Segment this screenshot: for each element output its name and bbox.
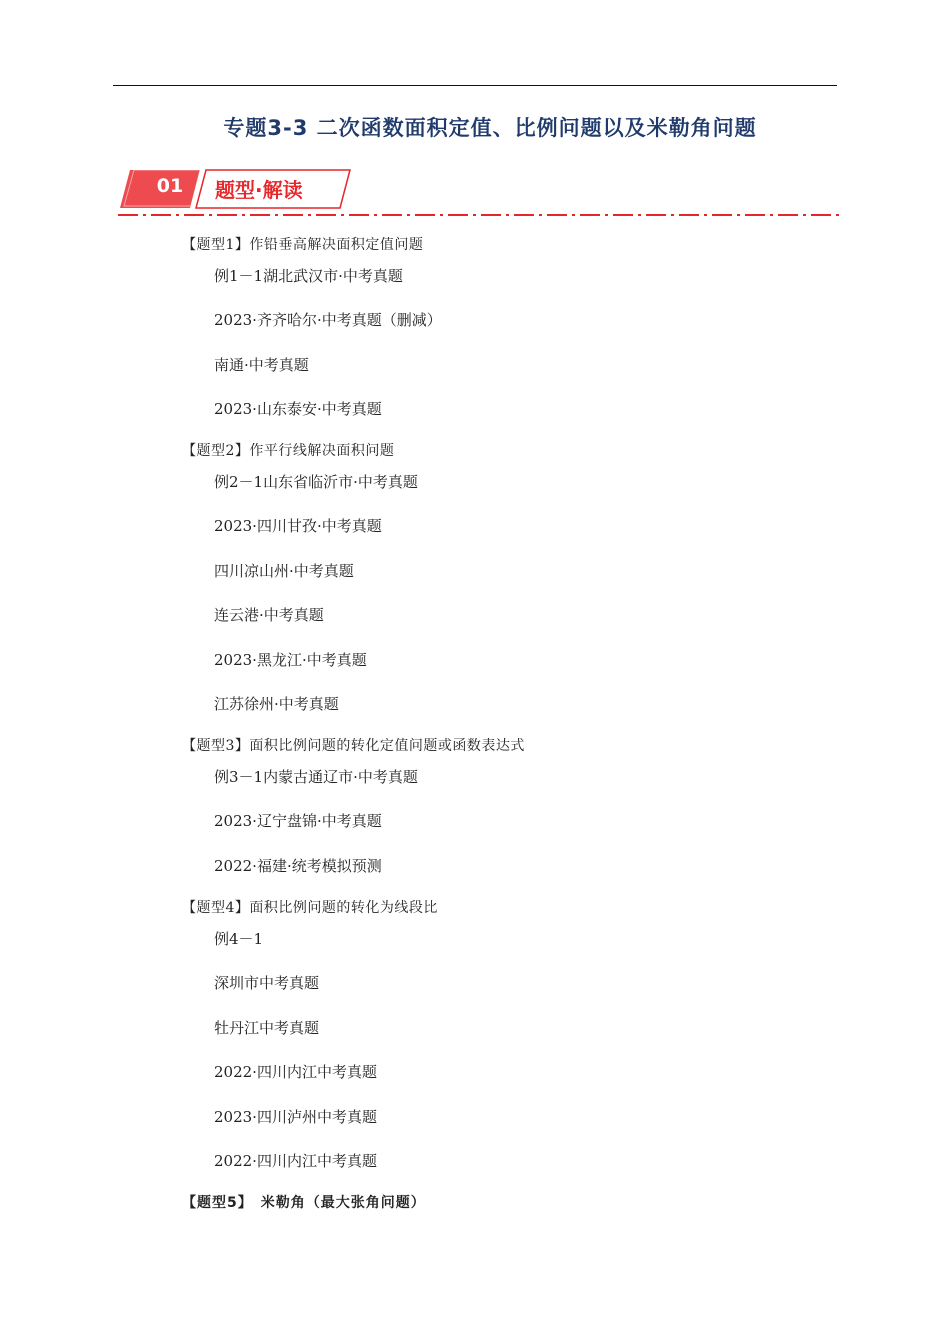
category-heading: 【题型5】 米勒角（最大张角问题） [182, 1195, 426, 1211]
category-item: 2023·齐齐哈尔·中考真题（删减） [214, 311, 442, 330]
category-item: 2022·四川内江中考真题 [214, 1152, 377, 1170]
category-item: 2022·四川内江中考真题 [214, 1063, 377, 1082]
category-item: 南通·中考真题 [214, 355, 309, 374]
section-badge [120, 168, 352, 210]
category-item: 2023·山东泰安·中考真题 [214, 400, 382, 419]
category-item: 深圳市中考真题 [214, 974, 320, 993]
category-item: 例1－1湖北武汉市·中考真题 [214, 267, 403, 285]
section-dash-divider [118, 212, 840, 218]
category-item: 江苏徐州·中考真题 [214, 695, 339, 713]
category-item: 四川凉山州·中考真题 [214, 561, 354, 580]
header-rule [113, 85, 837, 86]
category-item: 连云港·中考真题 [214, 606, 324, 625]
category-item: 例4－1 [214, 930, 264, 948]
category-heading: 【题型2】作平行线解决面积问题 [182, 443, 395, 459]
page-title: 专题3-3 二次函数面积定值、比例问题以及米勒角问题 [223, 116, 757, 140]
category-heading: 【题型1】作铅垂高解决面积定值问题 [182, 237, 424, 253]
category-item: 2023·四川甘孜·中考真题 [214, 517, 382, 536]
category-item: 2022·福建·统考模拟预测 [214, 856, 382, 875]
category-item: 牡丹江中考真题 [214, 1018, 320, 1037]
category-item: 2023·四川泸州中考真题 [214, 1107, 377, 1126]
category-heading: 【题型3】面积比例问题的转化定值问题或函数表达式 [182, 738, 525, 754]
category-item: 例3－1内蒙古通辽市·中考真题 [214, 768, 418, 786]
section-number: 01 [156, 175, 184, 197]
category-item: 例2－1山东省临沂市·中考真题 [214, 473, 418, 491]
category-item: 2023·黑龙江·中考真题 [214, 650, 367, 669]
category-item: 2023·辽宁盘锦·中考真题 [214, 812, 382, 831]
section-label: 题型·解读 [215, 178, 303, 202]
category-heading: 【题型4】面积比例问题的转化为线段比 [182, 900, 438, 916]
